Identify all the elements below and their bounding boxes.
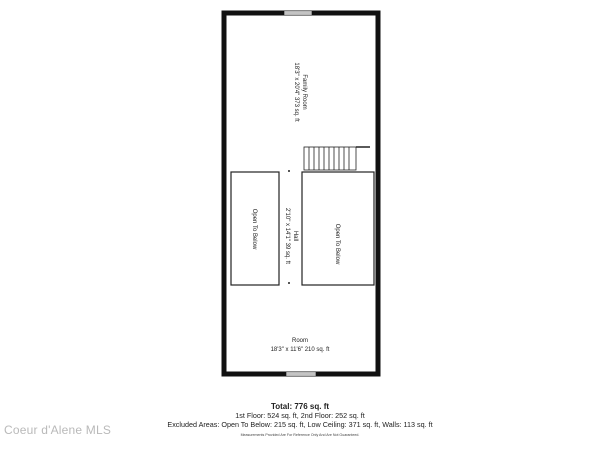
disclaimer: Measurements Provided Are For Reference Only And Are Not Guaranteed. <box>240 433 360 437</box>
room-name: Room <box>291 338 309 344</box>
total-area: Total: 776 sq. ft <box>270 402 330 411</box>
mls-watermark: Coeur d'Alene MLS <box>4 423 112 437</box>
floor-areas: 1st Floor: 524 sq. ft, 2nd Floor: 252 sq. ft <box>235 411 365 420</box>
open-to-below-right-label: Open To Below <box>334 223 340 265</box>
family-room-dims: 18'3" x 20'4" 373 sq. ft <box>293 62 299 122</box>
staircase <box>304 147 370 170</box>
hall-name: Hall <box>292 230 298 242</box>
excluded-areas: Excluded Areas: Open To Below: 215 sq. ft, Low Ceiling: 371 sq. ft, Walls: 113 sq. ft <box>167 420 433 429</box>
hall-dims: 2'10" x 14'1" 39 sq. ft <box>284 208 290 264</box>
family-room-name: Family Room <box>301 74 307 110</box>
open-to-below-left-label: Open To Below <box>251 208 257 250</box>
room-dims: 18'3" x 11'6" 210 sq. ft <box>270 347 330 353</box>
outer-wall <box>224 13 378 374</box>
